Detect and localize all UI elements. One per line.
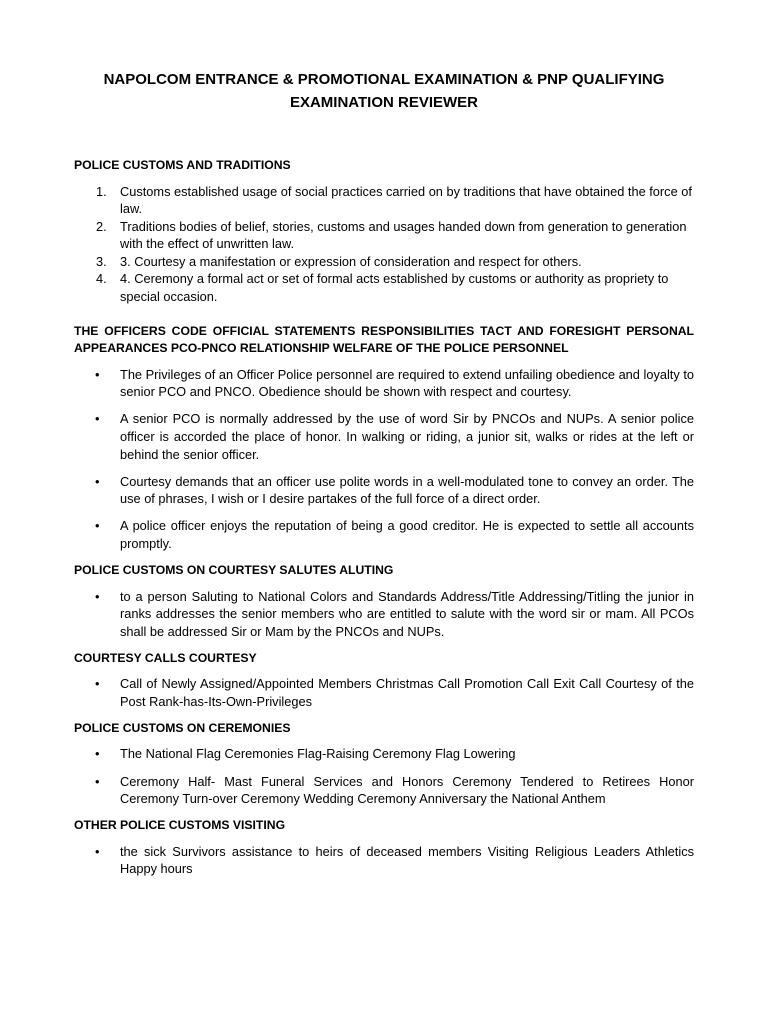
list-item <box>74 675 694 710</box>
list-item <box>74 517 694 552</box>
list-item-text: The Privileges of an Officer Police personnel are required to extend unfailing obedience and loyalty to senior PCO and PNCO. Obedience should be shown with respect and courtesy. <box>120 366 694 400</box>
section-heading-customs: POLICE CUSTOMS AND TRADITIONS <box>74 158 291 172</box>
bullet-icon: • <box>95 676 100 692</box>
list-item <box>74 253 694 271</box>
list-number: 2. <box>96 218 107 234</box>
list-item <box>74 588 694 641</box>
title-line-1: NAPOLCOM ENTRANCE & PROMOTIONAL EXAMINATION & PNP QUALIFYING <box>103 71 665 88</box>
section-heading-officers-code: THE OFFICERS CODE OFFICIAL STATEMENTS RESPONSIBILITIES TACT AND FORESIGHT PERSONAL APPEARANCES PCO-PNCO RELATIONSHIP WELFARE OF THE POLICE PERSONNEL <box>74 323 694 356</box>
list-item-text: A police officer enjoys the reputation of being a good creditor. He is expected to settle all accounts promptly. <box>120 518 694 551</box>
bullet-icon: • <box>95 843 100 859</box>
bullet-list-officers-code <box>74 366 694 553</box>
section-heading-salutes: POLICE CUSTOMS ON COURTESY SALUTES ALUTING <box>74 563 394 577</box>
bullet-icon: • <box>95 588 100 604</box>
list-item <box>74 218 694 253</box>
list-item <box>74 843 694 878</box>
list-item <box>74 410 694 463</box>
bullet-icon: • <box>95 746 100 762</box>
list-item-text: The National Flag Ceremonies Flag-Raising Ceremony Flag Lowering <box>120 746 516 762</box>
list-item-text: Traditions bodies of belief, stories, customs and usages handed down from generation to generation with the effect of unwritten law. <box>120 218 687 252</box>
bullet-list-ceremonies <box>74 745 694 807</box>
list-item <box>74 745 694 763</box>
bullet-icon: • <box>95 773 100 789</box>
list-number: 4. <box>96 271 107 287</box>
bullet-icon: • <box>95 366 100 382</box>
section-heading-courtesy-calls: COURTESY CALLS COURTESY <box>74 650 257 665</box>
bullet-icon: • <box>95 518 100 534</box>
list-item-text: 4. Ceremony a formal act or set of formal acts established by customs or authority as propriety to special occasion. <box>120 271 669 305</box>
list-item-text: the sick Survivors assistance to heirs of deceased members Visiting Religious Leaders Athletics Happy hours <box>120 843 694 877</box>
list-item <box>74 183 694 218</box>
list-item-text: Call of Newly Assigned/Appointed Members Christmas Call Promotion Call Exit Call Courtesy of the Post Rank-has-Its-Own-Privileges <box>120 676 694 709</box>
list-item-text: Courtesy demands that an officer use polite words in a well-modulated tone to convey an order. The use of phrases, I wish or I desire partakes of the full force of a direct order. <box>120 473 694 507</box>
bullet-list-visiting <box>74 843 694 878</box>
title-line-2: EXAMINATION REVIEWER <box>289 94 479 111</box>
list-number: 3. <box>96 253 107 269</box>
bullet-list-courtesy-calls <box>74 675 694 710</box>
bullet-icon: • <box>95 473 100 489</box>
bullet-icon: • <box>95 411 100 427</box>
list-item-text: to a person Saluting to National Colors and Standards Address/Title Addressing/Titling the junior in ranks addresses the senior members who are entitled to salute with the word sir or mam. All PCOs shall be addressed Sir or Mam by the PNCOs and NUPs. <box>120 588 694 639</box>
section-heading-ceremonies: POLICE CUSTOMS ON CEREMONIES <box>74 720 291 735</box>
numbered-list-customs <box>74 183 694 306</box>
list-item-text: 3. Courtesy a manifestation or expression of consideration and respect for others. <box>120 253 582 269</box>
bullet-list-salutes <box>74 588 694 641</box>
list-item-text: Customs established usage of social practices carried on by traditions that have obtained the force of law. <box>120 183 692 217</box>
section-heading-visiting: OTHER POLICE CUSTOMS VISITING <box>74 818 286 833</box>
document-title <box>74 68 694 114</box>
list-item <box>74 270 694 305</box>
list-number: 1. <box>96 183 107 199</box>
list-item-text: A senior PCO is normally addressed by the use of word Sir by PNCOs and NUPs. A senior police officer is accorded the place of honor. In walking or riding, a junior sit, walks or rides at the left or behind the senior officer. <box>120 411 694 462</box>
list-item <box>74 473 694 508</box>
list-item-text: Ceremony Half- Mast Funeral Services and Honors Ceremony Tendered to Retirees Honor Ceremony Turn-over Ceremony Wedding Ceremony Anniversary the National Anthem <box>120 773 694 807</box>
list-item <box>74 773 694 808</box>
list-item <box>74 366 694 401</box>
